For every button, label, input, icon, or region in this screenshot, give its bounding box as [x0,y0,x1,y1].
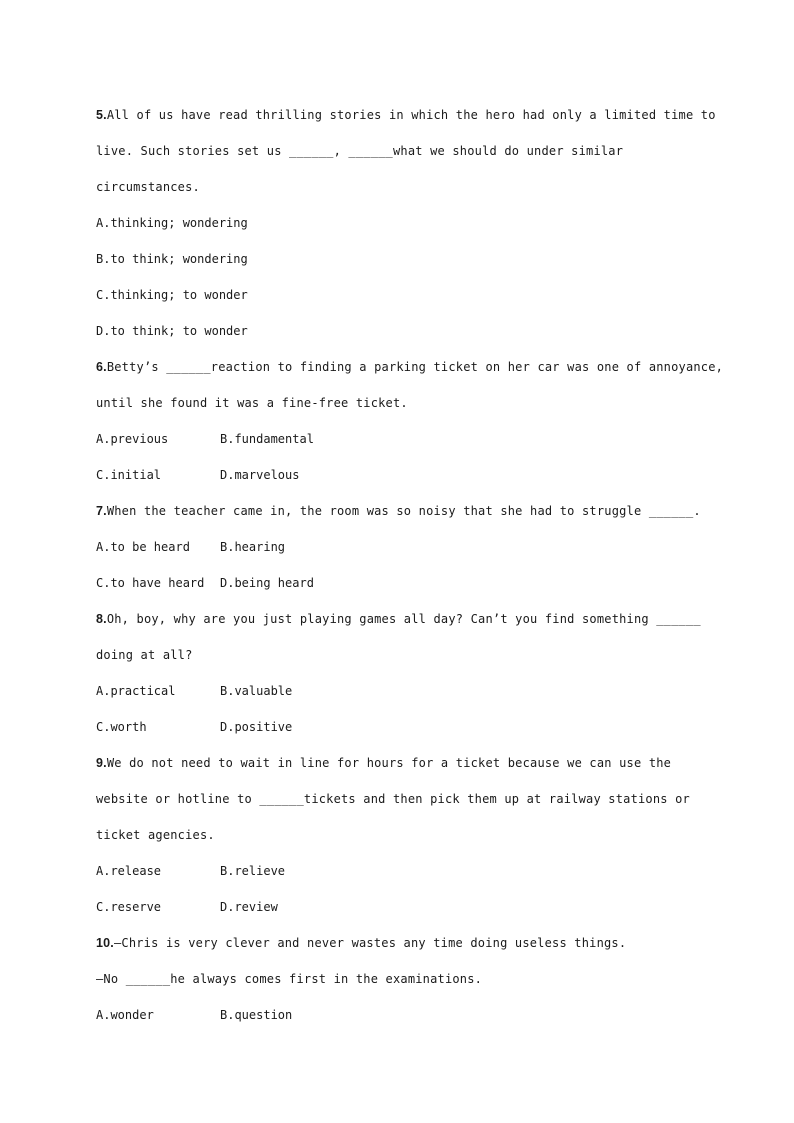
question-7-option-b: B.hearing [220,540,286,554]
question-7-option-d: D.being heard [220,576,314,590]
question-9-option-c: C.reserve [96,900,162,914]
question-6-option-b: B.fundamental [220,432,314,446]
question-5-option-b: B.to think; wondering [96,252,248,266]
question-number: 7. [96,504,107,518]
question-number: 6. [96,360,107,374]
question-9-line-3: ticket agencies. [96,828,215,842]
question-5-line-2: live. Such stories set us ______, ______what we should do under similar [96,144,624,158]
question-6-option-c: C.initial [96,468,162,482]
question-text: All of us have read thrilling stories in which the hero had only a limited time to [106,108,716,122]
question-6-option-d: D.marvelous [220,468,300,482]
question-5-option-a: A.thinking; wondering [96,216,248,230]
question-9-option-a: A.release [96,864,162,878]
question-8-line-1 [96,611,701,627]
question-text: Betty’s ______reaction to finding a parking ticket on her car was one of annoyance, [106,360,724,374]
question-text: When the teacher came in, the room was so noisy that she had to struggle ______. [106,504,701,518]
question-8-option-c: C.worth [96,720,147,734]
question-number: 10. [96,936,114,950]
question-9-option-d: D.review [220,900,278,914]
question-9-line-2: website or hotline to ______tickets and then pick them up at railway stations or [96,792,690,806]
question-10-option-a: A.wonder [96,1008,154,1022]
question-number: 5. [96,108,107,122]
question-number: 9. [96,756,107,770]
question-9-option-b: B.relieve [220,864,286,878]
question-10-line-1 [96,935,626,951]
question-number: 8. [96,612,107,626]
question-7-line-1 [96,503,701,519]
question-9-line-1 [96,755,671,771]
question-8-option-d: D.positive [220,720,293,734]
question-text: We do not need to wait in line for hours for a ticket because we can use the [106,756,672,770]
question-6-line-1 [96,359,723,375]
question-7-option-c: C.to have heard [96,576,205,590]
question-5-option-c: C.thinking; to wonder [96,288,248,302]
question-text: —Chris is very clever and never wastes any time doing useless things. [113,936,627,950]
question-8-option-b: B.valuable [220,684,293,698]
question-8-option-a: A.practical [96,684,176,698]
question-7-option-a: A.to be heard [96,540,190,554]
question-10-option-b: B.question [220,1008,293,1022]
question-10-line-2: —No ______he always comes first in the examinations. [96,972,483,986]
question-6-option-a: A.previous [96,432,169,446]
question-5-option-d: D.to think; to wonder [96,324,248,338]
question-8-line-2: doing at all? [96,648,193,662]
question-5-line-3: circumstances. [96,180,200,194]
question-5-line-1 [96,107,716,123]
question-6-line-2: until she found it was a fine-free ticket. [96,396,408,410]
question-text: Oh, boy, why are you just playing games all day? Can’t you find something ______ [106,612,701,626]
